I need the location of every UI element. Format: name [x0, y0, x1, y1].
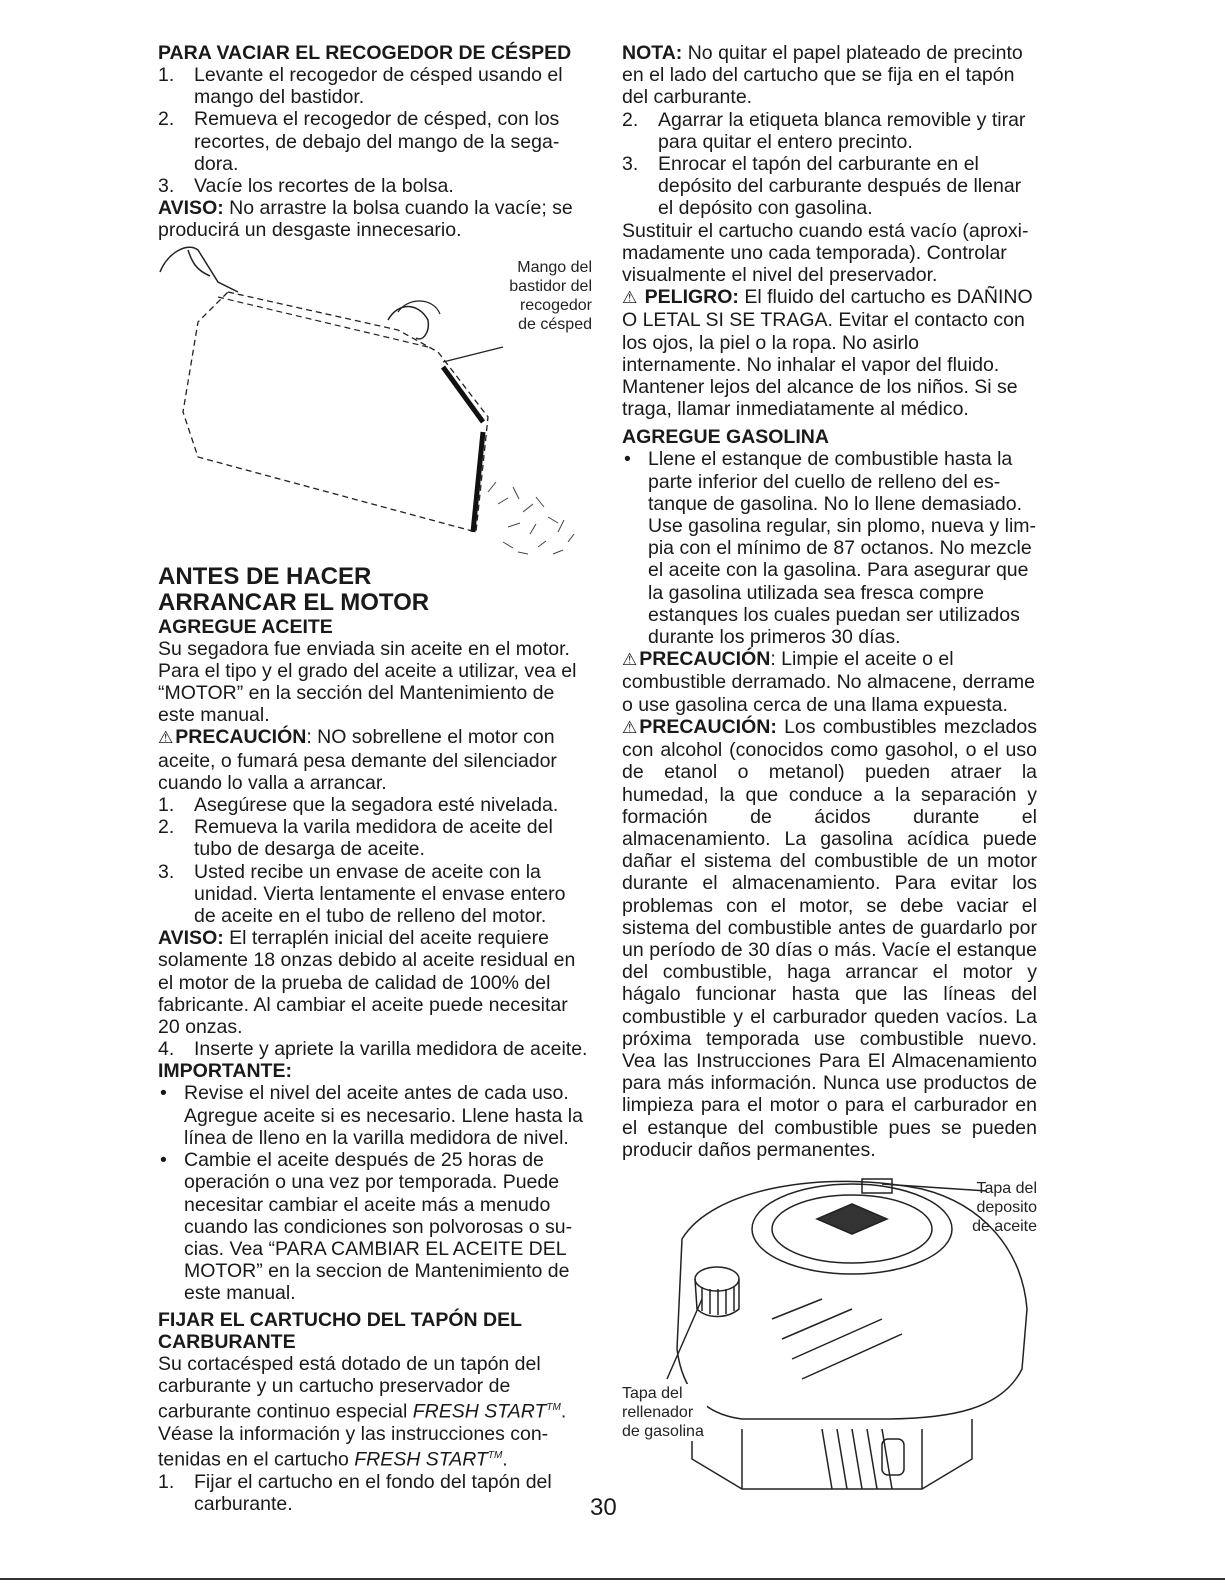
- warning-icon: ⚠: [622, 650, 638, 670]
- list-item: 2. Agarrar la etiqueta blanca removible y tirar para quitar el entero precinto.: [622, 108, 1026, 153]
- vaciar-steps: [158, 64, 590, 197]
- warning-icon: ⚠: [622, 288, 638, 308]
- figure-label-tapa-gasolina: Tapa del rellenador de gasolina: [622, 1384, 707, 1441]
- aceite-steps: [158, 794, 590, 927]
- list-item: 3. Enrocar el tapón del carburante en el depósito del carburante después de llenar el depósito con gasolina.: [622, 153, 1022, 220]
- list-item: • Cambie el aceite después de 25 horas de operación o una vez por temporada. Puede necesitar cambiar el aceite más a menudo cuando las condiciones son polvorosas o su-cias. Vea “PARA CAMBIAR EL ACEITE DEL MOTOR” en la seccion de Mantenimiento de este manual.: [160, 1149, 573, 1305]
- paragraph-fijar: Su cortacésped está dotado de un tapón del carburante y un cartucho preservador de carburante continuo especial FRESH START™. Véase la información y las instrucciones con-tenidas en el cartucho FRESH START™.: [158, 1352, 567, 1471]
- heading-agregue-aceite: AGREGUE ACEITE: [158, 615, 333, 638]
- list-item: 1. Asegúrese que la segadora esté nivelada.: [158, 794, 559, 817]
- list-item: 1. Fijar el cartucho en el fondo del tapón del carburante.: [158, 1470, 552, 1515]
- nota-note: NOTA: No quitar el papel plateado de precinto en el lado del cartucho que se fija en el tapón del carburante.: [622, 42, 1023, 109]
- heading-fijar: FIJAR EL CARTUCHO DEL TAPÓN DEL CARBURANTE: [158, 1308, 523, 1353]
- list-item: 2. Remueva el recogedor de césped, con los recortes, de debajo del mango de la sega-dora.: [158, 108, 560, 175]
- page-number: 30: [590, 1494, 617, 1521]
- heading-vaciar: PARA VACIAR EL RECOGEDOR DE CÉSPED: [158, 42, 572, 64]
- aviso-note: AVISO: No arrastre la bolsa cuando la vacíe; se producirá un desgaste innecesario.: [158, 197, 573, 242]
- list-item: 3. Vacíe los recortes de la bolsa.: [158, 175, 454, 198]
- page-bottom-rule: [0, 1578, 1225, 1580]
- peligro-note: ⚠ PELIGRO: El fluido del cartucho es DAÑINO O LETAL SI SE TRAGA. Evitar el contacto con los ojos, la piel o la ropa. No asirlo internamente. No inhalar el vapor del fluido. Mantener lejos del alcance de los niños. Si se traga, llamar inmediatamente al médico.: [622, 286, 1033, 421]
- list-item: 4. Inserte y apriete la varilla medidora de aceite.: [158, 1038, 588, 1061]
- figure-label-tapa-aceite: Tapa del deposito de aceite: [972, 1179, 1037, 1235]
- heading-importante: IMPORTANTE:: [158, 1060, 292, 1083]
- aviso-note: AVISO: El terraplén inicial del aceite requiere solamente 18 onzas debido al aceite residual en el motor de la prueba de calidad de 100% del fabricante. Al cambiar el aceite puede necesitar 20 onzas.: [158, 927, 576, 1039]
- list-item: • Llene el estanque de combustible hasta la parte inferior del cuello de relleno del es-tanque de gasolina. No lo llene demasiado. Use gasolina regular, sin plomo, nueva y lim-pia con el mínimo de 87 octanos. No mezcle el aceite con la gasolina. Para asegurar que la gasolina utilizada sea fresca compre estanques los cuales puedan ser utilizados durante los primeros 30 días.: [624, 448, 1037, 649]
- list-item: 3. Usted recibe un envase de aceite con la unidad. Vierta lentamente el envase entero de aceite en el tubo de relleno del motor.: [158, 860, 566, 928]
- heading-antes: ANTES DE HACER ARRANCAR EL MOTOR: [158, 562, 430, 616]
- warning-icon: ⚠: [622, 717, 638, 737]
- precaucion-note: ⚠ PRECAUCIÓN: Limpie el aceite o el combustible derramado. No almacene, derrame o use gasolina cerca de una llama expuesta.: [622, 648, 1035, 716]
- engine-figure: [622, 1169, 1037, 1509]
- figure-label-mango: Mango del bastidor del recogedor de césped: [509, 258, 592, 333]
- precaucion-note: ⚠ PRECAUCIÓN: NO sobrellene el motor con aceite, o fumará pesa demante del silenciador cuando lo valla a arrancar.: [158, 726, 557, 794]
- warning-icon: ⚠: [158, 728, 174, 748]
- right-column: [622, 42, 1037, 1509]
- left-column: [158, 42, 590, 1515]
- paragraph-aceite-intro: Su segadora fue enviada sin aceite en el motor. Para el tipo y el grado del aceite a utilizar, vea el “MOTOR” en la sección del Mantenimiento de este manual.: [158, 637, 577, 727]
- precaucion-note: ⚠ PRECAUCIÓN: Los combustibles mezclados con alcohol (conocidos como gasohol, o el uso de etanol o metanol) pueden atraer la humedad, la que conduce a la separación y formación de ácidos durante el almacenamiento. La gasolina acídica puede dañar el sistema del combustible de un motor durante el almacenamiento. Para evitar los problemas con el motor, se debe vaciar el sistema del combustible antes de guardarlo por un período de 30 días o más. Vacíe el estanque del combustible, haga arrancar el motor y hágalo funcionar hasta que las líneas del combustible y el carburador queden vacíos. La próxima temporada use combustible nuevo. Vea las Instrucciones Para El Almacenamiento para más información. Nunca use productos de limpieza para el motor o para el carburador en el estanque del combustible pues se pueden producir daños permanentes.: [622, 715, 1037, 1161]
- list-item: 1. Levante el recogedor de césped usando el mango del bastidor.: [158, 64, 563, 109]
- list-item: • Revise el nivel del aceite antes de cada uso. Agregue aceite si es necesario. Llene hasta la línea de lleno en la varilla medidora de nivel.: [160, 1082, 583, 1149]
- paragraph-sustituir: Sustituir el cartucho cuando está vacío (aproxi-madamente uno cada temporada). Controlar visualmente el nivel del preservador.: [622, 219, 1029, 287]
- grass-bag-figure: [158, 242, 590, 564]
- list-item: 2. Remueva la varila medidora de aceite del tubo de desarga de aceite.: [158, 816, 553, 861]
- heading-agregue-gasolina: AGREGUE GASOLINA: [622, 426, 829, 449]
